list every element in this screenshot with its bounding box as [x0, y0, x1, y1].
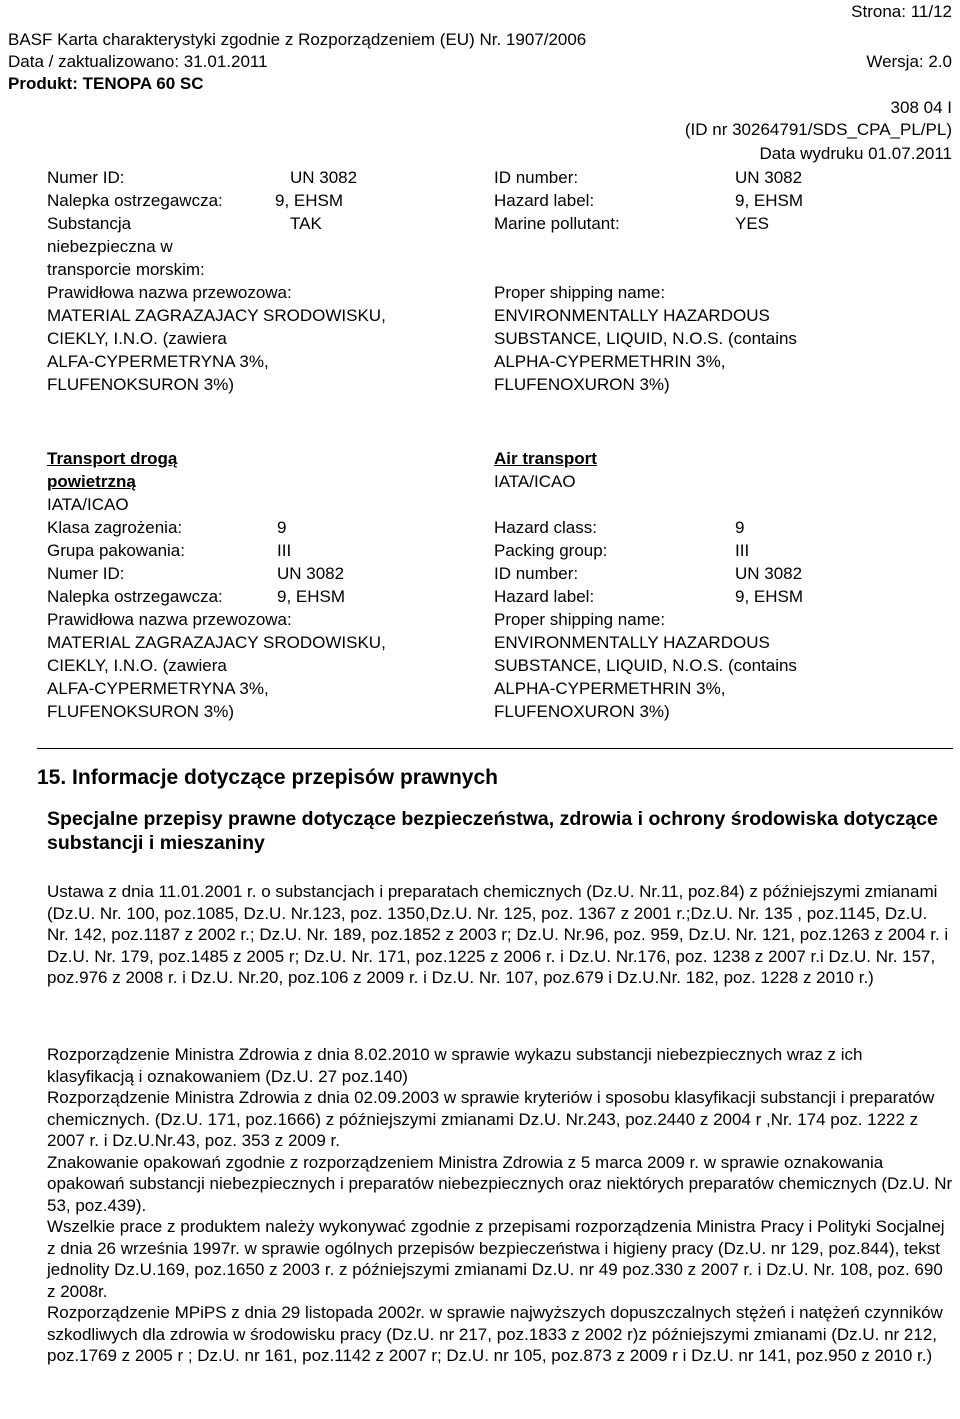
pollutant-label: Substancja [47, 214, 132, 233]
shipping-name: SUBSTANCE, LIQUID, N.O.S. (contains [494, 329, 797, 348]
pollutant-label: Marine pollutant: [494, 214, 620, 233]
sds-id: (ID nr 30264791/SDS_CPA_PL/PL) [684, 120, 952, 139]
section-title: Transport drogą [47, 449, 178, 468]
version: Wersja: 2.0 [866, 52, 952, 71]
hazard-value: 9, EHSM [735, 587, 804, 606]
section-heading: 15. Informacje dotyczące przepisów prawnych [37, 766, 498, 789]
hazard-value: 9, EHSM [735, 191, 804, 210]
shipping-name-label: Proper shipping name: [494, 283, 666, 302]
section-subheading: Specjalne przepisy prawne dotyczące bezpieczeństwa, zdrowia i ochrony środowiska dotyczące substancji i mieszaniny [47, 808, 938, 854]
pollutant-label-cont: transporcie morskim: [47, 260, 205, 279]
shipping-name: FLUFENOXURON 3%) [494, 375, 670, 394]
shipping-name: MATERIAL ZAGRAZAJACY SRODOWISKU, [47, 306, 386, 325]
class-label: Klasa zagrożenia: [47, 518, 183, 537]
shipping-name-label: Proper shipping name: [494, 610, 666, 629]
print-date: Data wydruku 01.07.2011 [759, 144, 952, 163]
shipping-name: CIEKLY, I.N.O. (zawiera [47, 329, 227, 348]
hazard-label: Hazard label: [494, 587, 595, 606]
hazard-value: 9, EHSM [275, 191, 344, 210]
shipping-name: ALPHA-CYPERMETHRIN 3%, [494, 679, 726, 698]
section-title: Air transport [494, 449, 597, 468]
pollutant-value: TAK [290, 214, 322, 233]
shipping-name: ENVIRONMENTALLY HAZARDOUS [494, 633, 770, 652]
regulations-text [47, 881, 953, 989]
group-value: III [735, 541, 750, 560]
regulation-paragraph: Znakowanie opakowań zgodnie z rozporządzeniem Ministra Zdrowia z 5 marca 2009 r. w sprawie oznakowania opakowań substancji niebezpiecznych i preparatów niebezpiecznych oraz niektórych preparatów chemicznych (Dz.U. Nr 53, poz.439). [47, 1152, 953, 1215]
air-transport-en [494, 447, 954, 723]
product-code: 308 04 I [890, 98, 952, 117]
update-date: Data / zaktualizowano: 31.01.2011 [8, 52, 268, 71]
group-value: III [277, 541, 292, 560]
pollutant-label-cont: niebezpieczna w [47, 237, 173, 256]
id-label: ID number: [494, 168, 579, 187]
shipping-name: ALFA-CYPERMETRYNA 3%, [47, 352, 269, 371]
product-name: Produkt: TENOPA 60 SC [8, 74, 204, 93]
regulation-paragraph: Rozporządzenie MPiPS z dnia 29 listopada 2002r. w sprawie najwyższych dopuszczalnych stężeń i natężeń czynników szkodliwych dla zdrowia w środowisku pracy (Dz.U. nr 217, poz.1833 z 2002 r)z późniejszymi zmianami (Dz.U. nr 212, poz.1769 z 2005 r ; Dz.U. nr 161, poz.1142 z 2007 r; Dz.U. nr 105, poz.873 z 2009 r i Dz.U. nr 141, poz.950 z 2010 r.) [47, 1303, 943, 1365]
shipping-name: ENVIRONMENTALLY HAZARDOUS [494, 306, 770, 325]
pollutant-value: YES [735, 214, 770, 233]
regulation-paragraph: Rozporządzenie Ministra Zdrowia z dnia 02.09.2003 w sprawie kryteriów i sposobu klasyfikacji substancji i preparatów chemicznych. (Dz.U. 171, poz.1666) z późniejszymi zmianami Dz.U. Nr.243, poz.2440 z 2004 r ,Nr. 174 poz. 1222 z 2007 r. i Dz.U.Nr.43, poz. 353 z 2009 r. [47, 1088, 935, 1150]
group-label: Packing group: [494, 541, 608, 560]
shipping-name: ALPHA-CYPERMETHRIN 3%, [494, 352, 726, 371]
air-transport-pl [47, 447, 477, 723]
id-value: UN 3082 [277, 564, 345, 583]
organization: IATA/ICAO [494, 472, 576, 491]
id-label: ID number: [494, 564, 579, 583]
id-value: UN 3082 [735, 168, 803, 187]
shipping-name: FLUFENOKSURON 3%) [47, 702, 235, 721]
shipping-name: MATERIAL ZAGRAZAJACY SRODOWISKU, [47, 633, 386, 652]
class-value: 9 [277, 518, 287, 537]
shipping-name: ALFA-CYPERMETRYNA 3%, [47, 679, 269, 698]
regulation-paragraph: Rozporządzenie Ministra Zdrowia z dnia 8.02.2010 w sprawie wykazu substancji niebezpiecznych wraz z ich klasyfikacją i oznakowaniem (Dz.U. 27 poz.140) [47, 1045, 863, 1086]
shipping-name: CIEKLY, I.N.O. (zawiera [47, 656, 227, 675]
shipping-name-label: Prawidłowa nazwa przewozowa: [47, 610, 292, 629]
document-title: BASF Karta charakterystyki zgodnie z Rozporządzeniem (EU) Nr. 1907/2006 [8, 30, 587, 49]
shipping-name: SUBSTANCE, LIQUID, N.O.S. (contains [494, 656, 797, 675]
section-title: powietrzną [47, 472, 136, 491]
hazard-label: Hazard label: [494, 191, 595, 210]
regulations-text-2 [47, 1044, 953, 1367]
hazard-label: Nalepka ostrzegawcza: [47, 587, 223, 606]
shipping-name-label: Prawidłowa nazwa przewozowa: [47, 283, 292, 302]
id-value: UN 3082 [735, 564, 803, 583]
shipping-name: FLUFENOXURON 3%) [494, 702, 670, 721]
id-label: Numer ID: [47, 564, 125, 583]
id-label: Numer ID: [47, 168, 125, 187]
class-label: Hazard class: [494, 518, 597, 537]
id-value: UN 3082 [290, 168, 358, 187]
shipping-name: FLUFENOKSURON 3%) [47, 375, 235, 394]
section-divider [37, 748, 953, 749]
regulation-paragraph: Ustawa z dnia 11.01.2001 r. o substancjach i preparatach chemicznych (Dz.U. Nr.11, poz.84) z późniejszymi zmianami (Dz.U. Nr. 100, poz.1085, Dz.U. Nr.123, poz. 1350,Dz.U. Nr. 125, poz. 1367 z 2001 r.;Dz.U. Nr. 135 , poz.1145, Dz.U. Nr. 142, poz.1187 z 2002 r.; Dz.U. Nr. 189, poz.1852 z 2003 r; Dz.U. Nr.96, poz. 959, Dz.U. Nr. 121, poz.1263 z 2004 r. i Dz.U. Nr. 179, poz.1485 z 2005 r; Dz.U. Nr. 171, poz.1225 z 2006 r. i Dz.U. Nr.176, poz. 1238 z 2007 r.i Dz.U. Nr. 157, poz.976 z 2008 r. i Dz.U. Nr.20, poz.106 z 2009 r. i Dz.U. Nr. 107, poz.679 i Dz.U.Nr. 182, poz. 1228 z 2010 r.) [47, 882, 949, 987]
regulation-paragraph: Wszelkie prace z produktem należy wykonywać zgodnie z przepisami rozporządzenia Ministra Pracy i Polityki Socjalnej z dnia 26 września 1997r. w sprawie ogólnych przepisów bezpieczeństwa i higieny pracy (Dz.U. nr 129, poz.844), tekst jednolity Dz.U.169, poz.1650 z 2003 r. z późniejszymi zmianami Dz.U. nr 49 poz.330 z 2007 r. i Dz.U. Nr. 108, poz. 690 z 2008r. [47, 1217, 945, 1301]
hazard-value: 9, EHSM [277, 587, 346, 606]
organization: IATA/ICAO [47, 495, 129, 514]
sea-transport-pl [47, 166, 477, 396]
class-value: 9 [735, 518, 745, 537]
page-number: Strona: 11/12 [851, 2, 952, 21]
hazard-label: Nalepka ostrzegawcza: [47, 191, 223, 210]
group-label: Grupa pakowania: [47, 541, 185, 560]
sea-transport-en [494, 166, 954, 396]
